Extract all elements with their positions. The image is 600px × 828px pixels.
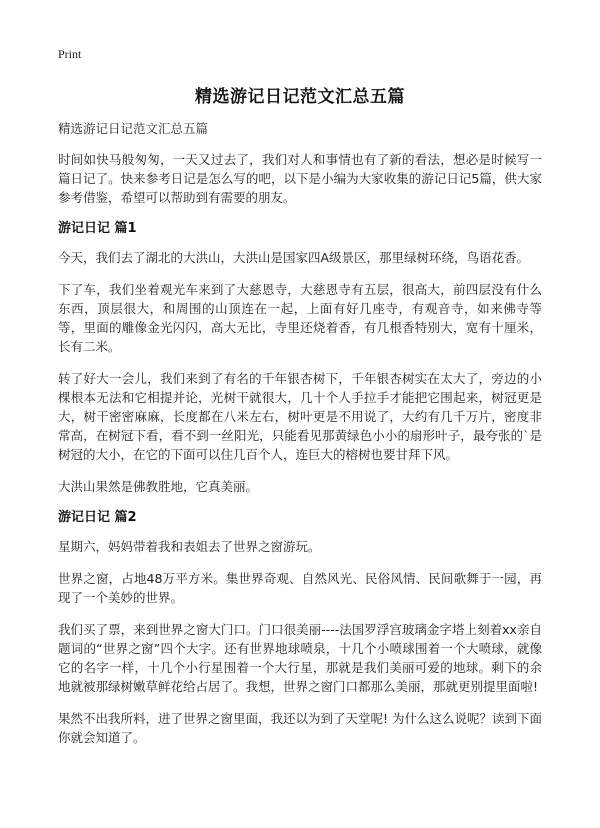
section-heading-1: 游记日记 篇1	[58, 221, 137, 236]
paragraph: 今天，我们去了湖北的大洪山，大洪山是国家四A级景区，那里绿树环绕，鸟语花香。	[58, 250, 530, 265]
paragraph: 大洪山果然是佛教胜地，它真美丽。	[58, 479, 259, 494]
section-heading-2: 游记日记 篇2	[58, 510, 137, 525]
page-title: 精选游记日记范文汇总五篇	[195, 87, 405, 107]
article-subtitle: 精选游记日记范文汇总五篇	[58, 121, 209, 136]
paragraph: 我们买了票，来到世界之窗大门口。门口很美丽----法国罗浮宫玻璃金字塔上刻着xx亲自题词的“世界之窗”四个大字。还有世界地球喷泉，十几个小喷球围着一个大喷球，就像它的名字一样，十几个小行星围着一个大行星，那就是我们美丽可爱的地球。剩下的余地就被那绿树嫩草鲜花给占居了。我想，世界之窗门口都那么美丽，那就更别提里面啦!	[58, 622, 542, 694]
paragraph: 转了好大一会儿，我们来到了有名的千年银杏树下，千年银杏树实在太大了，旁边的小棵根本无法和它相提并论，光树干就很大，几十个人手拉手才能把它围起来，树冠更是大，树干密密麻麻，长度都在八米左右，树叶更是不用说了，大约有几千万片，密度非常高，在树冠下看，看不到一丝阳光，只能看见那黄绿色小小的扇形叶子，最夸张的`是树冠的大小，在它的下面可以住几百个人，连巨大的榕树也要甘拜下风。	[58, 371, 542, 462]
paragraph: 果然不出我所料，进了世界之窗里面，我还以为到了天堂呢! 为什么这么说呢？读到下面你就会知道了。	[58, 711, 542, 745]
article-body	[58, 120, 542, 760]
intro-paragraph: 时间如快马般匆匆，一天又过去了，我们对人和事情也有了新的看法，想必是时候写一篇日记了。快来参考日记是怎么写的吧，以下是小编为大家收集的游记日记5篇，供大家参考借鉴，希望可以帮助到有需要的朋友。	[58, 152, 542, 205]
paragraph: 星期六，妈妈带着我和表姐去了世界之窗游玩。	[58, 539, 321, 554]
paragraph: 世界之窗，占地48万平方米。集世界奇观、自然风光、民俗风情、民间歌舞于一园，再现了一个美妙的世界。	[58, 571, 542, 605]
print-link[interactable]: Print	[58, 47, 82, 61]
paragraph: 下了车，我们坐着观光车来到了大慈恩寺，大慈恩寺有五层，很高大，前四层没有什么东西，顶层很大，和周围的山顶连在一起，上面有好几座寺，有观音寺，如来佛寺等等，里面的雕像金光闪闪，高大无比，寺里还烧着香，有几根香特别大，宽有十厘米，长有二米。	[58, 282, 542, 354]
